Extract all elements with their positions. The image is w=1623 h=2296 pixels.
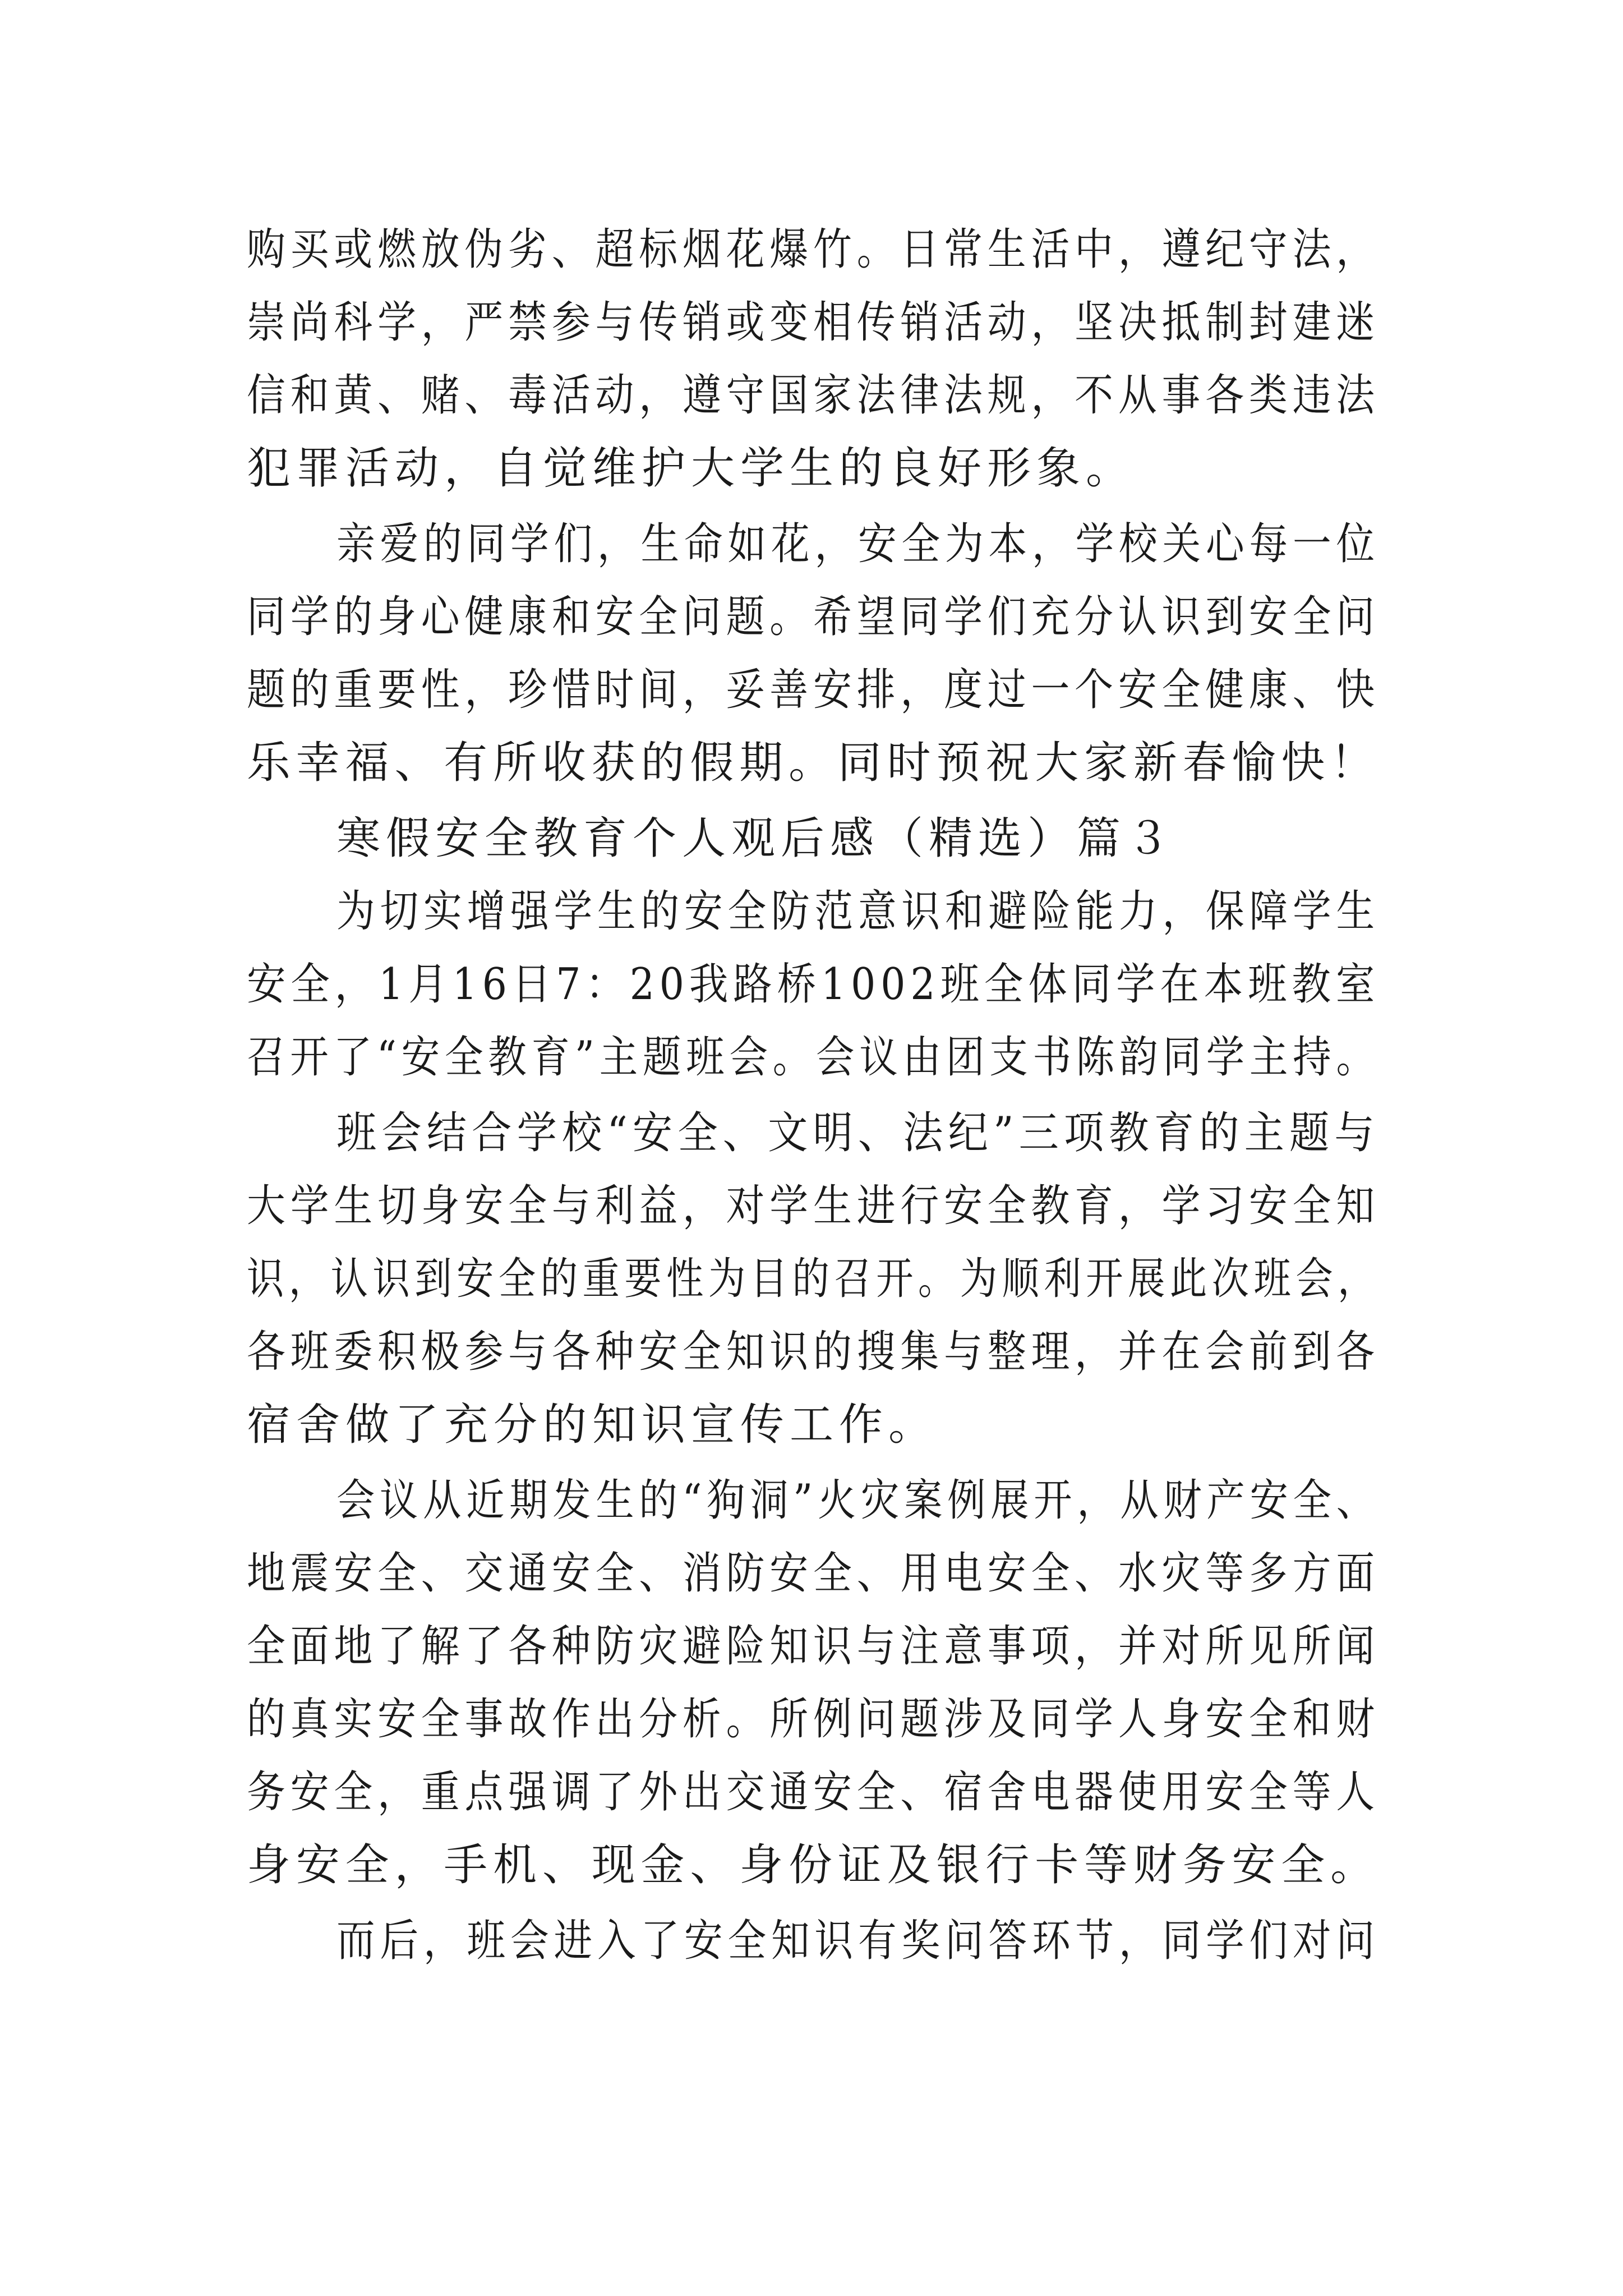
text-line: 题的重要性，珍惜时间，妥善安排，度过一个安全健康、快 bbox=[247, 665, 1380, 715]
text-line: 而后，班会进入了安全知识有奖问答环节，同学们对问 bbox=[336, 1916, 1380, 1966]
text-line: 各班委积极参与各种安全知识的搜集与整理，并在会前到各 bbox=[247, 1327, 1380, 1377]
text-line: 大学生切身安全与利益，对学生进行安全教育，学习安全知 bbox=[247, 1181, 1380, 1231]
text-line: 信和黄、赌、毒活动，遵守国家法律法规，不从事各类违法 bbox=[247, 370, 1380, 421]
text-line: 亲爱的同学们，生命如花，安全为本，学校关心每一位 bbox=[336, 519, 1380, 569]
text-line: 全面地了解了各种防灾避险知识与注意事项，并对所见所闻 bbox=[247, 1621, 1380, 1672]
text-line: 务安全，重点强调了外出交通安全、宿舍电器使用安全等人 bbox=[247, 1767, 1380, 1818]
text-line: 身安全，手机、现金、身份证及银行卡等财务安全。 bbox=[247, 1840, 1380, 1890]
text-line: 宿舍做了充分的知识宣传工作。 bbox=[247, 1400, 938, 1450]
text-line: 班会结合学校“安全、文明、法纪”三项教育的主题与 bbox=[336, 1108, 1380, 1158]
section-heading: 寒假安全教育个人观后感（精选）篇３ bbox=[336, 813, 1176, 864]
text-line: 为切实增强学生的安全防范意识和避险能力，保障学生 bbox=[336, 886, 1380, 937]
text-line: 会议从近期发生的“狗洞”火灾案例展开，从财产安全、 bbox=[336, 1475, 1380, 1526]
text-line: 购买或燃放伪劣、超标烟花爆竹。日常生活中，遵纪守法， bbox=[247, 224, 1380, 275]
text-line: 地震安全、交通安全、消防安全、用电安全、水灾等多方面 bbox=[247, 1548, 1380, 1599]
text-line: 乐幸福、有所收获的假期。同时预祝大家新春愉快！ bbox=[247, 738, 1380, 788]
text-line: 犯罪活动，自觉维护大学生的良好形象。 bbox=[247, 443, 1136, 494]
text-line: 召开了“安全教育”主题班会。会议由团支书陈韵同学主持。 bbox=[247, 1032, 1380, 1083]
text-line: 的真实安全事故作出分析。所例问题涉及同学人身安全和财 bbox=[247, 1694, 1380, 1745]
text-line: 识，认识到安全的重要性为目的召开。为顺利开展此次班会， bbox=[247, 1254, 1380, 1304]
text-line: 安全，1月16日7：20我路桥1002班全体同学在本班教室 bbox=[247, 959, 1380, 1010]
text-line: 同学的身心健康和安全问题。希望同学们充分认识到安全问 bbox=[247, 592, 1380, 642]
text-line: 崇尚科学，严禁参与传销或变相传销活动，坚决抵制封建迷 bbox=[247, 297, 1380, 348]
